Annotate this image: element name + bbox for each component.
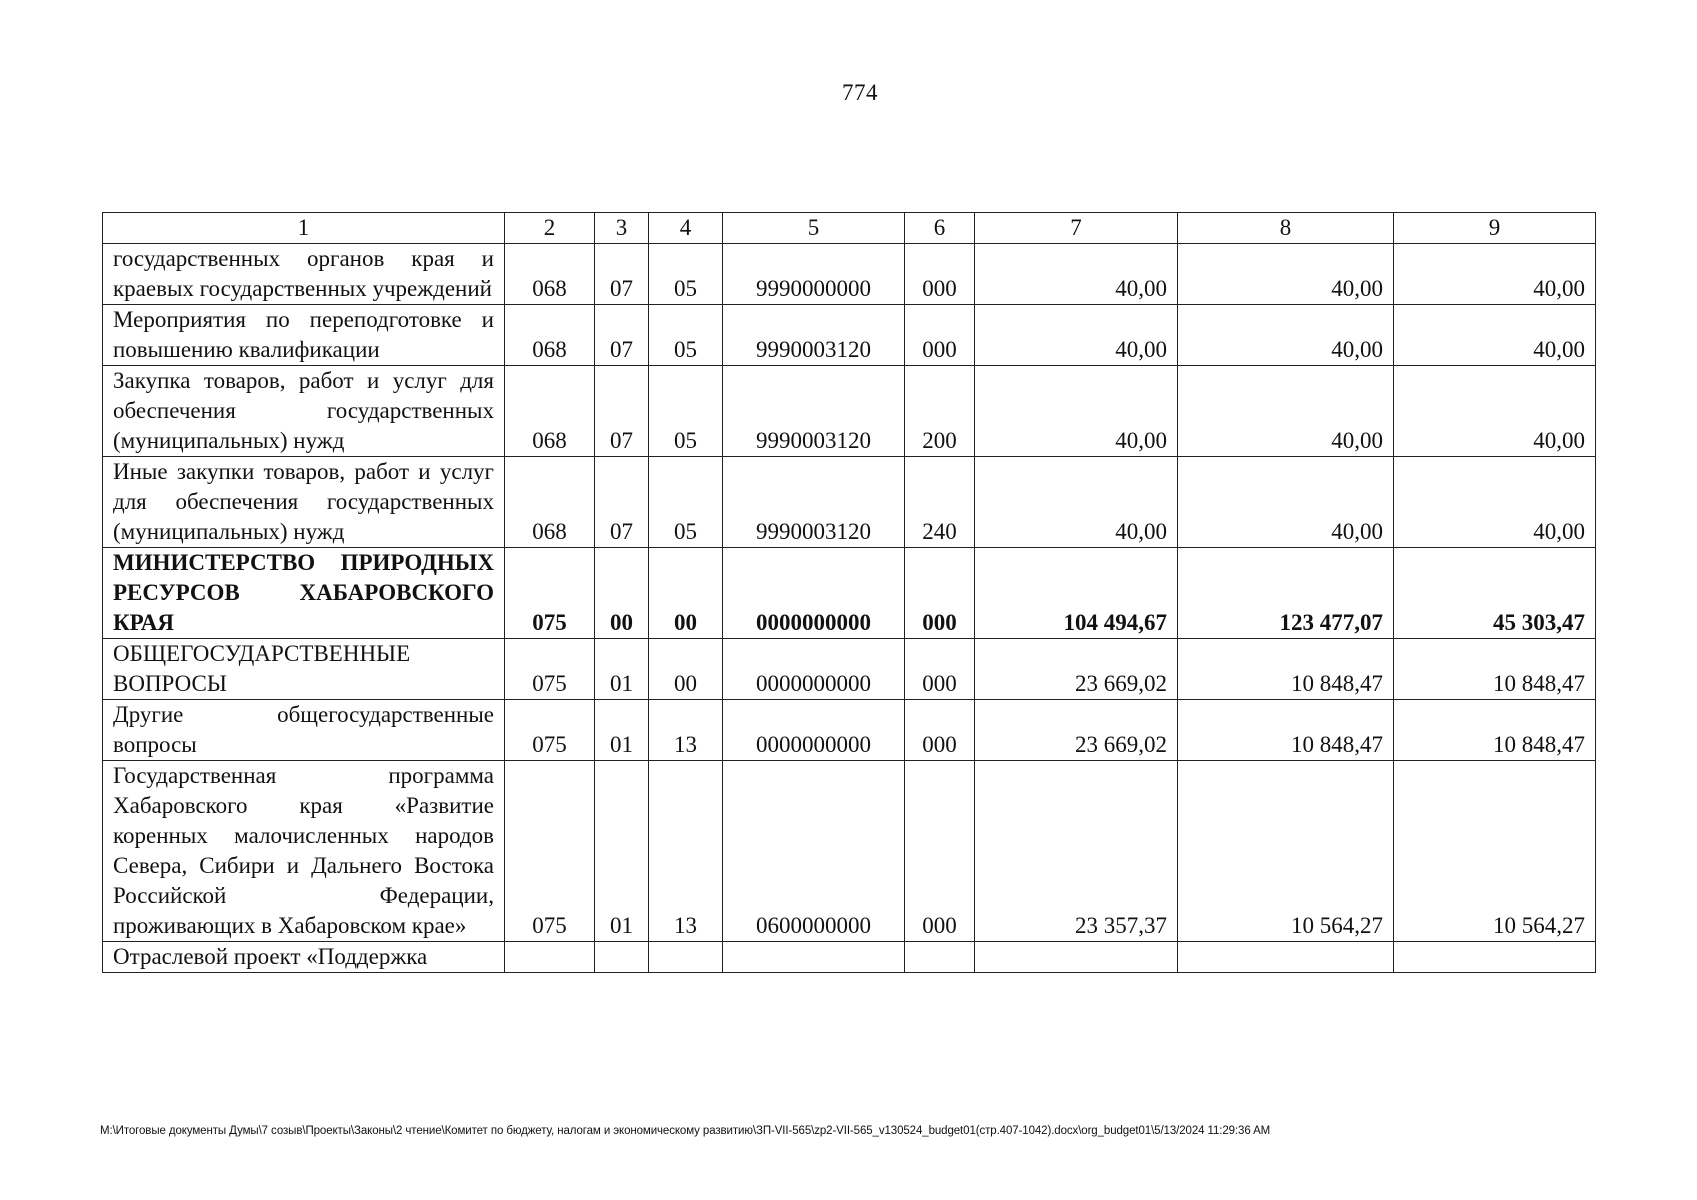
row-code-subsection: 13 bbox=[649, 761, 723, 942]
row-code-expense-type: 000 bbox=[905, 548, 975, 639]
document-file-path: M:\Итоговые документы Думы\7 созыв\Проекты\Законы\2 чтение\Комитет по бюджету, налогам и экономическому развитию\ЗП-VII-565\zp2-VII-565_v130524_budget01(стр.407-1042).docx\org_budget01\5/13/2024 11:29:36 AM bbox=[100, 1125, 1271, 1137]
row-empty-cell bbox=[505, 942, 595, 973]
row-code-section: 01 bbox=[595, 700, 649, 761]
column-header-9: 9 bbox=[1394, 213, 1596, 244]
row-code-target: 0000000000 bbox=[723, 639, 905, 700]
row-code-ministry: 075 bbox=[505, 700, 595, 761]
row-code-target: 0000000000 bbox=[723, 548, 905, 639]
row-description: Иные закупки товаров, работ и услуг для обеспечения государственных (муниципальных) нужд bbox=[103, 457, 505, 548]
table-row bbox=[103, 305, 1596, 366]
row-value-8: 40,00 bbox=[1178, 305, 1394, 366]
table-row bbox=[103, 366, 1596, 457]
row-code-target: 9990003120 bbox=[723, 305, 905, 366]
row-value-7: 23 357,37 bbox=[975, 761, 1178, 942]
table-row bbox=[103, 244, 1596, 305]
row-description: Отраслевой проект «Поддержка bbox=[103, 942, 505, 973]
row-value-7: 23 669,02 bbox=[975, 639, 1178, 700]
row-code-target: 9990003120 bbox=[723, 457, 905, 548]
page-number: 774 bbox=[842, 80, 878, 105]
table-row bbox=[103, 761, 1596, 942]
row-code-section: 01 bbox=[595, 639, 649, 700]
row-code-subsection: 05 bbox=[649, 305, 723, 366]
column-header-8: 8 bbox=[1178, 213, 1394, 244]
table-row-ministry-total bbox=[103, 548, 1596, 639]
row-code-subsection: 05 bbox=[649, 366, 723, 457]
column-header-6: 6 bbox=[905, 213, 975, 244]
row-value-9: 45 303,47 bbox=[1394, 548, 1596, 639]
table-row bbox=[103, 700, 1596, 761]
row-code-subsection: 05 bbox=[649, 457, 723, 548]
row-code-expense-type: 240 bbox=[905, 457, 975, 548]
row-description: Мероприятия по переподготовке и повышению квалификации bbox=[103, 305, 505, 366]
row-value-8: 10 564,27 bbox=[1178, 761, 1394, 942]
column-header-5: 5 bbox=[723, 213, 905, 244]
row-empty-cell bbox=[1394, 942, 1596, 973]
row-code-section: 07 bbox=[595, 244, 649, 305]
column-header-7: 7 bbox=[975, 213, 1178, 244]
row-value-8: 10 848,47 bbox=[1178, 639, 1394, 700]
row-value-9: 10 564,27 bbox=[1394, 761, 1596, 942]
row-code-section: 01 bbox=[595, 761, 649, 942]
budget-table bbox=[102, 212, 1596, 973]
row-value-9: 40,00 bbox=[1394, 366, 1596, 457]
row-code-section: 07 bbox=[595, 305, 649, 366]
row-value-8: 40,00 bbox=[1178, 457, 1394, 548]
row-value-7: 23 669,02 bbox=[975, 700, 1178, 761]
row-code-expense-type: 000 bbox=[905, 700, 975, 761]
row-code-ministry: 068 bbox=[505, 305, 595, 366]
row-value-9: 40,00 bbox=[1394, 305, 1596, 366]
row-value-8: 40,00 bbox=[1178, 366, 1394, 457]
row-empty-cell bbox=[595, 942, 649, 973]
row-value-9: 40,00 bbox=[1394, 244, 1596, 305]
row-value-7: 40,00 bbox=[975, 305, 1178, 366]
row-value-7: 40,00 bbox=[975, 457, 1178, 548]
row-code-subsection: 00 bbox=[649, 548, 723, 639]
table-row-continued bbox=[103, 942, 1596, 973]
row-code-target: 0000000000 bbox=[723, 700, 905, 761]
row-description: государственных органов края и краевых государственных учреждений bbox=[103, 244, 505, 305]
row-code-target: 9990003120 bbox=[723, 366, 905, 457]
column-header-3: 3 bbox=[595, 213, 649, 244]
column-header-4: 4 bbox=[649, 213, 723, 244]
row-description: Закупка товаров, работ и услуг для обеспечения государственных (муниципальных) нужд bbox=[103, 366, 505, 457]
row-code-subsection: 13 bbox=[649, 700, 723, 761]
row-empty-cell bbox=[905, 942, 975, 973]
column-header-1: 1 bbox=[103, 213, 505, 244]
table-row bbox=[103, 639, 1596, 700]
row-code-section: 00 bbox=[595, 548, 649, 639]
row-code-ministry: 075 bbox=[505, 761, 595, 942]
row-code-ministry: 075 bbox=[505, 639, 595, 700]
row-code-subsection: 05 bbox=[649, 244, 723, 305]
row-description: МИНИСТЕРСТВО ПРИРОДНЫХ РЕСУРСОВ ХАБАРОВСКОГО КРАЯ bbox=[103, 548, 505, 639]
row-code-ministry: 068 bbox=[505, 366, 595, 457]
row-description: Государственная программа Хабаровского края «Развитие коренных малочисленных народов Севера, Сибири и Дальнего Востока Российской Федерации, проживающих в Хабаровском крае» bbox=[103, 761, 505, 942]
row-description: ОБЩЕГОСУДАРСТВЕННЫЕ ВОПРОСЫ bbox=[103, 639, 505, 700]
row-value-7: 104 494,67 bbox=[975, 548, 1178, 639]
row-value-7: 40,00 bbox=[975, 244, 1178, 305]
row-value-8: 40,00 bbox=[1178, 244, 1394, 305]
row-value-7: 40,00 bbox=[975, 366, 1178, 457]
row-code-ministry: 075 bbox=[505, 548, 595, 639]
row-code-expense-type: 000 bbox=[905, 761, 975, 942]
row-code-target: 9990000000 bbox=[723, 244, 905, 305]
table-row bbox=[103, 457, 1596, 548]
row-code-ministry: 068 bbox=[505, 244, 595, 305]
row-empty-cell bbox=[649, 942, 723, 973]
row-code-subsection: 00 bbox=[649, 639, 723, 700]
row-empty-cell bbox=[723, 942, 905, 973]
row-code-expense-type: 000 bbox=[905, 305, 975, 366]
row-empty-cell bbox=[1178, 942, 1394, 973]
row-code-expense-type: 000 bbox=[905, 639, 975, 700]
row-value-8: 123 477,07 bbox=[1178, 548, 1394, 639]
row-code-expense-type: 200 bbox=[905, 366, 975, 457]
row-code-section: 07 bbox=[595, 457, 649, 548]
row-empty-cell bbox=[975, 942, 1178, 973]
row-value-9: 10 848,47 bbox=[1394, 700, 1596, 761]
column-header-2: 2 bbox=[505, 213, 595, 244]
row-description: Другие общегосударственные вопросы bbox=[103, 700, 505, 761]
row-code-section: 07 bbox=[595, 366, 649, 457]
row-value-9: 10 848,47 bbox=[1394, 639, 1596, 700]
row-code-target: 0600000000 bbox=[723, 761, 905, 942]
column-number-header-row bbox=[103, 213, 1596, 244]
row-code-expense-type: 000 bbox=[905, 244, 975, 305]
row-value-8: 10 848,47 bbox=[1178, 700, 1394, 761]
row-value-9: 40,00 bbox=[1394, 457, 1596, 548]
row-code-ministry: 068 bbox=[505, 457, 595, 548]
